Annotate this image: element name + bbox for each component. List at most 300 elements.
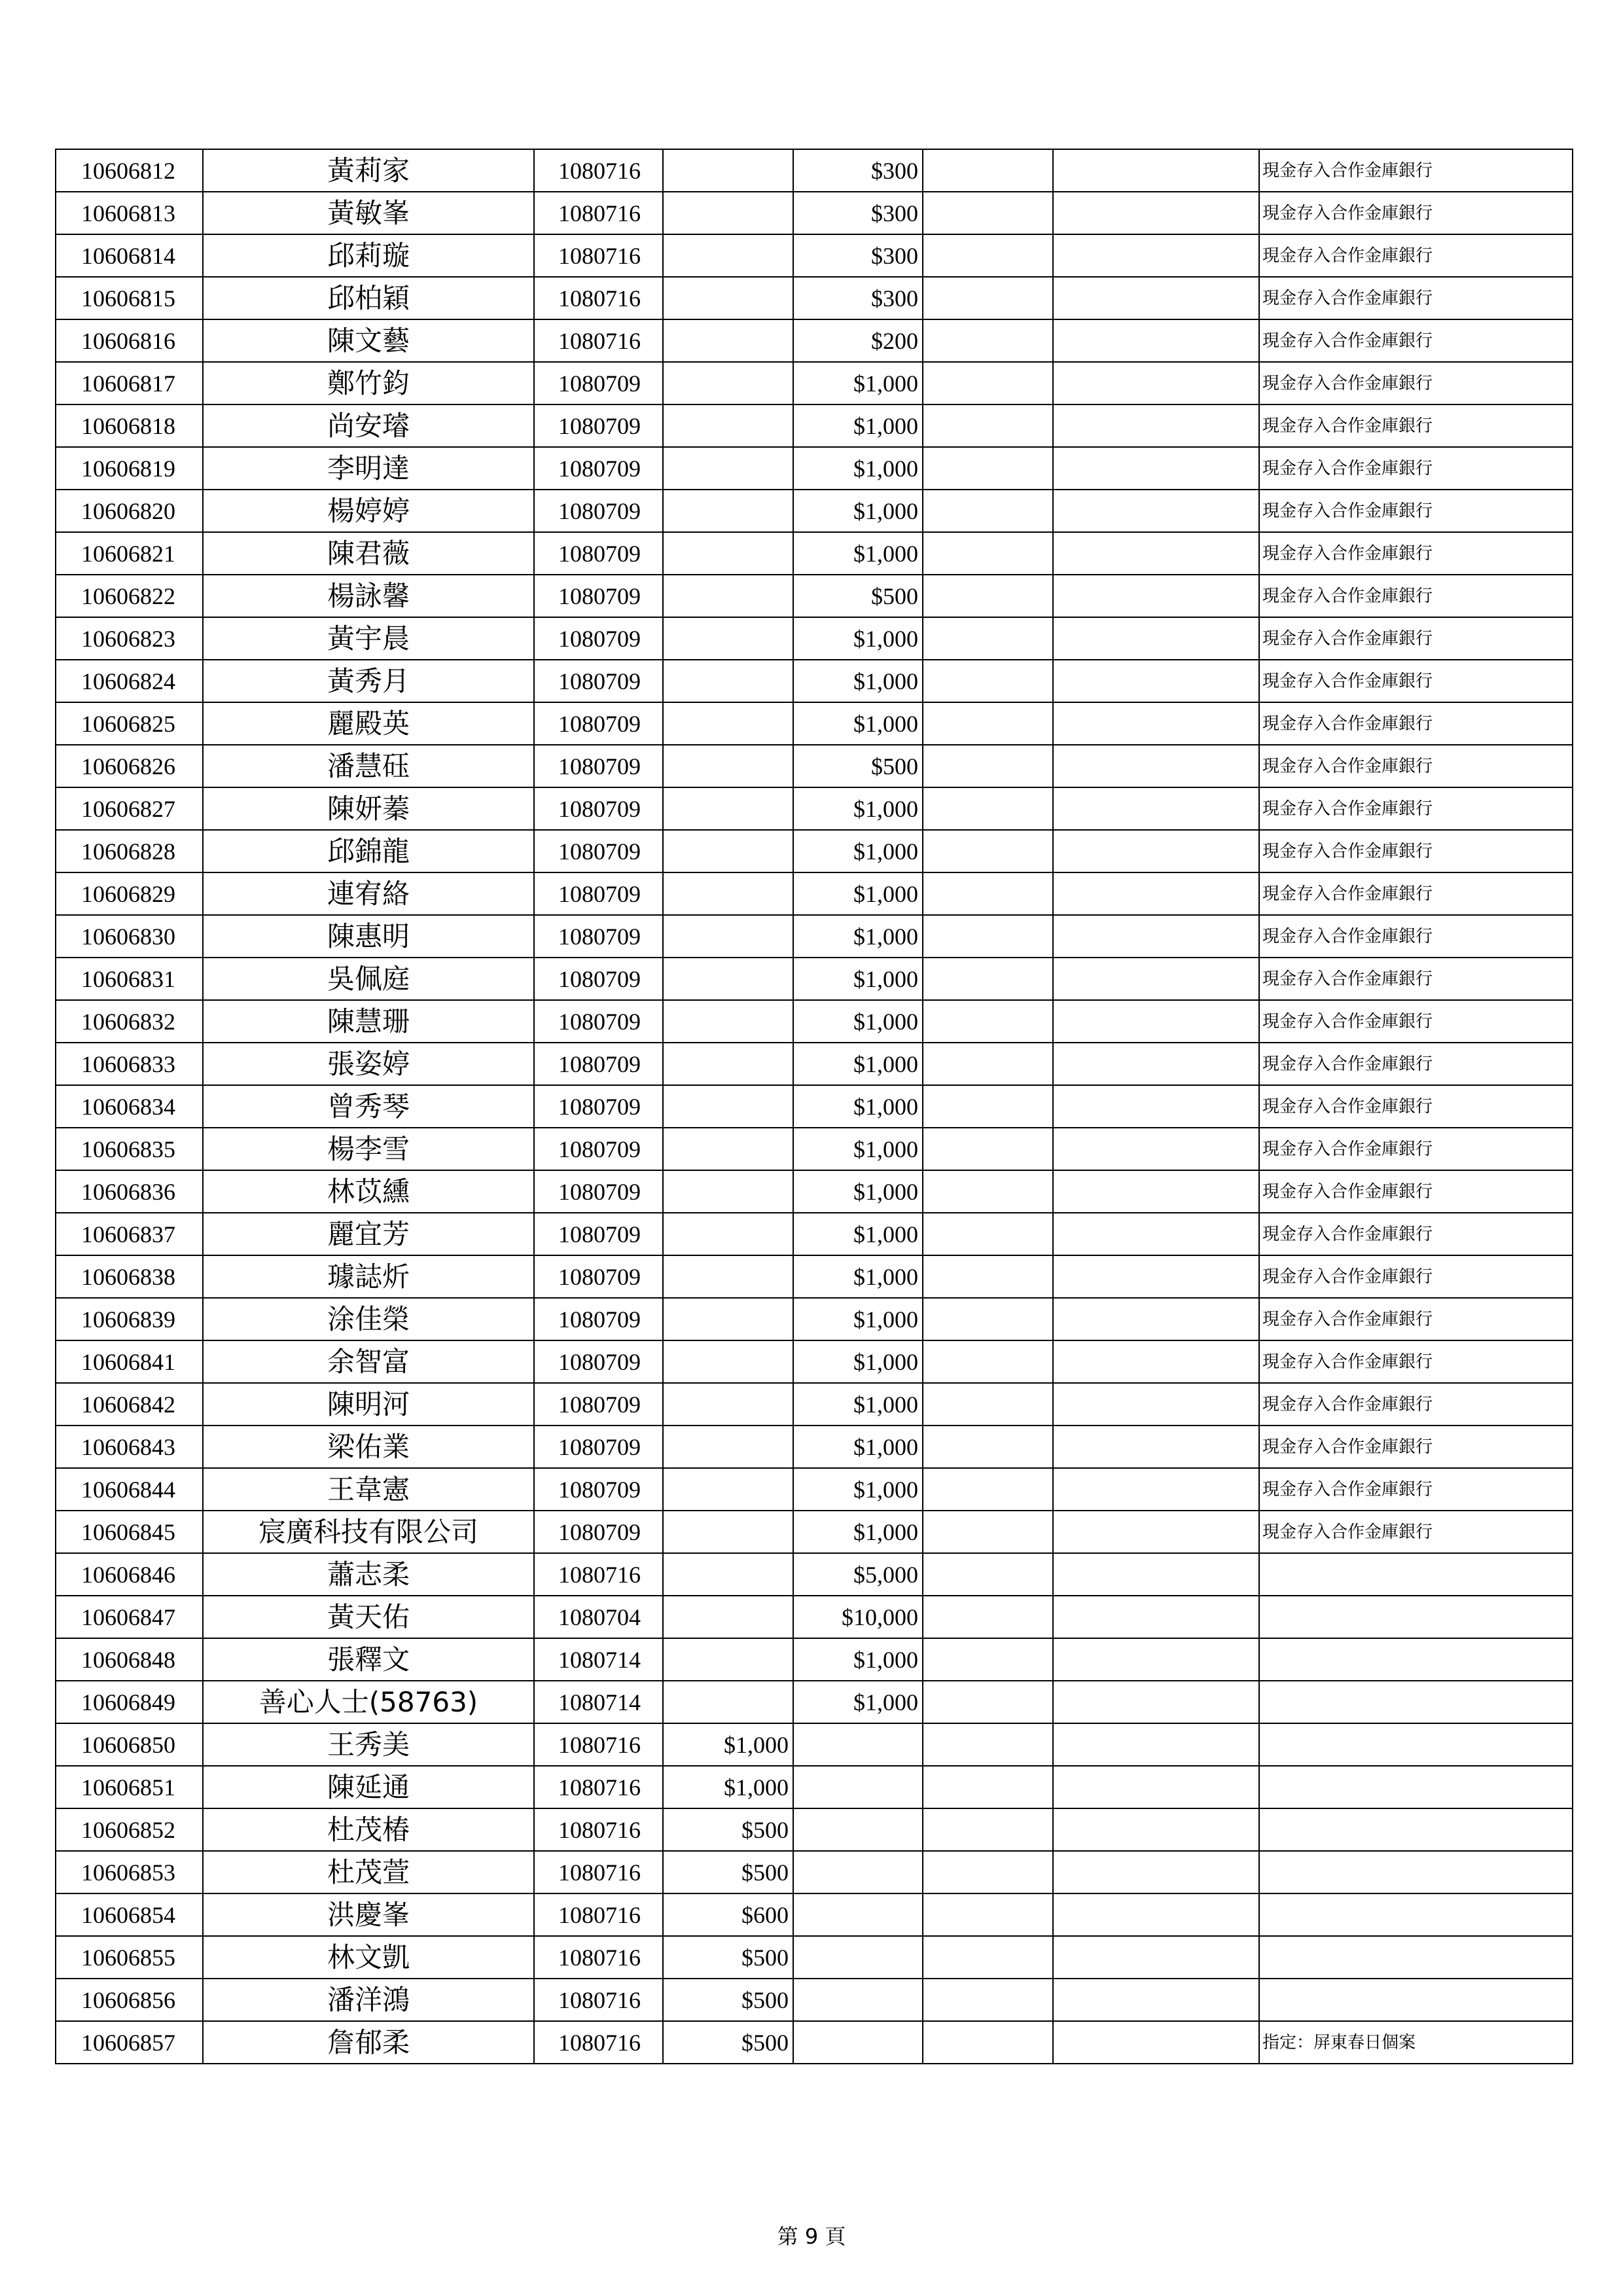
donation-date: 1080709	[534, 1085, 663, 1128]
donation-date: 1080716	[534, 1808, 663, 1851]
amount-column-b: $10,000	[793, 1596, 923, 1638]
amount-column-b: $1,000	[793, 1511, 923, 1553]
remark	[1259, 1723, 1573, 1766]
receipt-number: 10606814	[56, 234, 203, 277]
empty-cell	[1053, 1340, 1259, 1383]
amount-column-b: $500	[793, 575, 923, 617]
table-row	[56, 1851, 1573, 1893]
receipt-number: 10606835	[56, 1128, 203, 1170]
empty-cell	[923, 1851, 1053, 1893]
empty-cell	[923, 660, 1053, 702]
amount-column-a: $500	[663, 1936, 793, 1979]
empty-cell	[923, 149, 1053, 192]
table-row	[56, 2021, 1573, 2064]
donor-name: 洪慶峯	[203, 1893, 534, 1936]
donor-name: 邱柏穎	[203, 277, 534, 319]
amount-column-a	[663, 1085, 793, 1128]
donor-name: 李明達	[203, 447, 534, 490]
table-row	[56, 1170, 1573, 1213]
remark: 現金存入合作金庫銀行	[1259, 1468, 1573, 1511]
donor-name: 尚安璿	[203, 404, 534, 447]
remark: 現金存入合作金庫銀行	[1259, 575, 1573, 617]
empty-cell	[923, 830, 1053, 872]
amount-column-b	[793, 1936, 923, 1979]
receipt-number: 10606842	[56, 1383, 203, 1426]
amount-column-a: $500	[663, 2021, 793, 2064]
amount-column-b: $1,000	[793, 1043, 923, 1085]
remark	[1259, 1681, 1573, 1723]
remark: 現金存入合作金庫銀行	[1259, 447, 1573, 490]
empty-cell	[1053, 1681, 1259, 1723]
remark: 現金存入合作金庫銀行	[1259, 149, 1573, 192]
remark: 現金存入合作金庫銀行	[1259, 1340, 1573, 1383]
donor-name: 張釋文	[203, 1638, 534, 1681]
donor-name: 陳文藝	[203, 319, 534, 362]
amount-column-b: $300	[793, 149, 923, 192]
amount-column-a: $500	[663, 1979, 793, 2021]
donation-date: 1080716	[534, 1723, 663, 1766]
empty-cell	[923, 319, 1053, 362]
receipt-number: 10606827	[56, 787, 203, 830]
remark	[1259, 1553, 1573, 1596]
empty-cell	[1053, 1298, 1259, 1340]
donation-date: 1080709	[534, 745, 663, 787]
table-row	[56, 1808, 1573, 1851]
amount-column-a	[663, 872, 793, 915]
receipt-number: 10606856	[56, 1979, 203, 2021]
receipt-number: 10606845	[56, 1511, 203, 1553]
donation-date: 1080709	[534, 1213, 663, 1255]
empty-cell	[1053, 1170, 1259, 1213]
receipt-number: 10606829	[56, 872, 203, 915]
amount-column-a	[663, 1255, 793, 1298]
receipt-number: 10606855	[56, 1936, 203, 1979]
donor-name: 吳佩庭	[203, 958, 534, 1000]
empty-cell	[1053, 702, 1259, 745]
amount-column-a	[663, 915, 793, 958]
empty-cell	[1053, 830, 1259, 872]
empty-cell	[923, 1723, 1053, 1766]
table-row	[56, 532, 1573, 575]
donation-date: 1080716	[534, 1766, 663, 1808]
amount-column-b: $1,000	[793, 958, 923, 1000]
donor-name: 黃天佑	[203, 1596, 534, 1638]
donor-name: 連宥絡	[203, 872, 534, 915]
remark: 現金存入合作金庫銀行	[1259, 234, 1573, 277]
amount-column-b: $300	[793, 192, 923, 234]
remark: 指定：屏東春日個案	[1259, 2021, 1573, 2064]
donation-table	[55, 149, 1573, 2064]
donor-name: 陳妍蓁	[203, 787, 534, 830]
remark: 現金存入合作金庫銀行	[1259, 1298, 1573, 1340]
receipt-number: 10606838	[56, 1255, 203, 1298]
table-row	[56, 1893, 1573, 1936]
donor-name: 梁佑業	[203, 1426, 534, 1468]
amount-column-b: $1,000	[793, 1085, 923, 1128]
table-row	[56, 234, 1573, 277]
donation-date: 1080716	[534, 192, 663, 234]
remark: 現金存入合作金庫銀行	[1259, 1128, 1573, 1170]
donor-name: 潘洋鴻	[203, 1979, 534, 2021]
receipt-number: 10606832	[56, 1000, 203, 1043]
donor-name: 陳慧珊	[203, 1000, 534, 1043]
donation-date: 1080716	[534, 149, 663, 192]
donor-name: 陳惠明	[203, 915, 534, 958]
amount-column-b	[793, 1893, 923, 1936]
empty-cell	[923, 1213, 1053, 1255]
donation-date: 1080709	[534, 404, 663, 447]
empty-cell	[923, 1936, 1053, 1979]
receipt-number: 10606830	[56, 915, 203, 958]
receipt-number: 10606851	[56, 1766, 203, 1808]
donation-date: 1080709	[534, 958, 663, 1000]
receipt-number: 10606847	[56, 1596, 203, 1638]
donor-name: 邱錦龍	[203, 830, 534, 872]
amount-column-a	[663, 1681, 793, 1723]
receipt-number: 10606839	[56, 1298, 203, 1340]
empty-cell	[1053, 1936, 1259, 1979]
empty-cell	[1053, 277, 1259, 319]
table-row	[56, 1000, 1573, 1043]
donation-date: 1080716	[534, 234, 663, 277]
amount-column-b	[793, 2021, 923, 2064]
empty-cell	[1053, 660, 1259, 702]
amount-column-a	[663, 745, 793, 787]
amount-column-b: $1,000	[793, 1255, 923, 1298]
table-row	[56, 830, 1573, 872]
empty-cell	[923, 2021, 1053, 2064]
receipt-number: 10606854	[56, 1893, 203, 1936]
empty-cell	[923, 1170, 1053, 1213]
table-row	[56, 149, 1573, 192]
table-row	[56, 787, 1573, 830]
table-row	[56, 1128, 1573, 1170]
table-row	[56, 1596, 1573, 1638]
donation-date: 1080714	[534, 1681, 663, 1723]
amount-column-b: $1,000	[793, 787, 923, 830]
remark: 現金存入合作金庫銀行	[1259, 1000, 1573, 1043]
empty-cell	[1053, 404, 1259, 447]
empty-cell	[1053, 617, 1259, 660]
donor-name: 陳延通	[203, 1766, 534, 1808]
donation-date: 1080716	[534, 1851, 663, 1893]
amount-column-a	[663, 1043, 793, 1085]
remark: 現金存入合作金庫銀行	[1259, 192, 1573, 234]
donor-name: 麗殿英	[203, 702, 534, 745]
amount-column-b: $1,000	[793, 1340, 923, 1383]
remark: 現金存入合作金庫銀行	[1259, 532, 1573, 575]
amount-column-b: $1,000	[793, 1128, 923, 1170]
donor-name: 黃莉家	[203, 149, 534, 192]
amount-column-b: $1,000	[793, 702, 923, 745]
receipt-number: 10606817	[56, 362, 203, 404]
amount-column-a	[663, 1340, 793, 1383]
empty-cell	[923, 1298, 1053, 1340]
amount-column-b: $1,000	[793, 1383, 923, 1426]
empty-cell	[1053, 234, 1259, 277]
amount-column-b: $1,000	[793, 660, 923, 702]
receipt-number: 10606820	[56, 490, 203, 532]
donor-name: 鄭竹鈞	[203, 362, 534, 404]
donation-date: 1080709	[534, 532, 663, 575]
remark: 現金存入合作金庫銀行	[1259, 1043, 1573, 1085]
empty-cell	[1053, 958, 1259, 1000]
empty-cell	[923, 234, 1053, 277]
donor-name: 曾秀琴	[203, 1085, 534, 1128]
donor-name: 蕭志柔	[203, 1553, 534, 1596]
amount-column-a	[663, 1128, 793, 1170]
receipt-number: 10606853	[56, 1851, 203, 1893]
receipt-number: 10606813	[56, 192, 203, 234]
amount-column-b: $300	[793, 234, 923, 277]
amount-column-b	[793, 1766, 923, 1808]
amount-column-a	[663, 617, 793, 660]
receipt-number: 10606857	[56, 2021, 203, 2064]
remark: 現金存入合作金庫銀行	[1259, 1213, 1573, 1255]
amount-column-b: $1,000	[793, 1170, 923, 1213]
amount-column-b: $1,000	[793, 617, 923, 660]
empty-cell	[923, 575, 1053, 617]
remark: 現金存入合作金庫銀行	[1259, 277, 1573, 319]
empty-cell	[923, 1511, 1053, 1553]
table-row	[56, 1979, 1573, 2021]
empty-cell	[1053, 1000, 1259, 1043]
amount-column-a	[663, 1426, 793, 1468]
empty-cell	[1053, 1893, 1259, 1936]
empty-cell	[1053, 1638, 1259, 1681]
donation-date: 1080709	[534, 830, 663, 872]
empty-cell	[1053, 1808, 1259, 1851]
remark: 現金存入合作金庫銀行	[1259, 958, 1573, 1000]
donor-name: 璩誌炘	[203, 1255, 534, 1298]
amount-column-a: $1,000	[663, 1766, 793, 1808]
amount-column-a: $1,000	[663, 1723, 793, 1766]
donor-name: 善心人士(58763)	[203, 1681, 534, 1723]
table-row	[56, 872, 1573, 915]
amount-column-a	[663, 192, 793, 234]
empty-cell	[923, 1596, 1053, 1638]
donor-name: 林文凱	[203, 1936, 534, 1979]
donor-name: 詹郁柔	[203, 2021, 534, 2064]
donor-name: 楊婷婷	[203, 490, 534, 532]
remark	[1259, 1936, 1573, 1979]
empty-cell	[923, 1255, 1053, 1298]
empty-cell	[923, 1426, 1053, 1468]
donor-name: 杜茂椿	[203, 1808, 534, 1851]
receipt-number: 10606819	[56, 447, 203, 490]
amount-column-b: $1,000	[793, 830, 923, 872]
empty-cell	[923, 447, 1053, 490]
empty-cell	[923, 1766, 1053, 1808]
donation-date: 1080709	[534, 1000, 663, 1043]
amount-column-b: $1,000	[793, 532, 923, 575]
donation-date: 1080709	[534, 660, 663, 702]
amount-column-a	[663, 490, 793, 532]
remark	[1259, 1851, 1573, 1893]
remark: 現金存入合作金庫銀行	[1259, 787, 1573, 830]
remark	[1259, 1596, 1573, 1638]
remark: 現金存入合作金庫銀行	[1259, 319, 1573, 362]
receipt-number: 10606843	[56, 1426, 203, 1468]
amount-column-a	[663, 1298, 793, 1340]
amount-column-b: $1,000	[793, 1681, 923, 1723]
table-row	[56, 192, 1573, 234]
empty-cell	[923, 1043, 1053, 1085]
donor-name: 王秀美	[203, 1723, 534, 1766]
donor-name: 王韋憲	[203, 1468, 534, 1511]
amount-column-b: $500	[793, 745, 923, 787]
remark: 現金存入合作金庫銀行	[1259, 872, 1573, 915]
amount-column-b: $1,000	[793, 362, 923, 404]
amount-column-a	[663, 1596, 793, 1638]
remark: 現金存入合作金庫銀行	[1259, 830, 1573, 872]
receipt-number: 10606850	[56, 1723, 203, 1766]
donation-date: 1080709	[534, 490, 663, 532]
table-row	[56, 1511, 1573, 1553]
amount-column-b: $300	[793, 277, 923, 319]
remark: 現金存入合作金庫銀行	[1259, 1255, 1573, 1298]
donor-name: 楊李雪	[203, 1128, 534, 1170]
empty-cell	[1053, 532, 1259, 575]
amount-column-a	[663, 958, 793, 1000]
amount-column-b: $200	[793, 319, 923, 362]
remark	[1259, 1808, 1573, 1851]
empty-cell	[1053, 447, 1259, 490]
amount-column-b: $1,000	[793, 1426, 923, 1468]
donor-name: 陳明河	[203, 1383, 534, 1426]
receipt-number: 10606821	[56, 532, 203, 575]
table-row	[56, 1340, 1573, 1383]
receipt-number: 10606825	[56, 702, 203, 745]
donor-name: 杜茂萱	[203, 1851, 534, 1893]
donor-name: 林苡纁	[203, 1170, 534, 1213]
empty-cell	[1053, 872, 1259, 915]
amount-column-b: $1,000	[793, 1213, 923, 1255]
receipt-number: 10606848	[56, 1638, 203, 1681]
empty-cell	[923, 872, 1053, 915]
receipt-number: 10606815	[56, 277, 203, 319]
donation-date: 1080716	[534, 1893, 663, 1936]
donor-name: 黃宇晨	[203, 617, 534, 660]
empty-cell	[923, 745, 1053, 787]
remark: 現金存入合作金庫銀行	[1259, 1426, 1573, 1468]
empty-cell	[1053, 1255, 1259, 1298]
remark	[1259, 1893, 1573, 1936]
empty-cell	[923, 1340, 1053, 1383]
table-row	[56, 915, 1573, 958]
empty-cell	[1053, 915, 1259, 958]
receipt-number: 10606828	[56, 830, 203, 872]
empty-cell	[1053, 1128, 1259, 1170]
empty-cell	[923, 1808, 1053, 1851]
donation-date: 1080709	[534, 1383, 663, 1426]
empty-cell	[1053, 362, 1259, 404]
donation-date: 1080709	[534, 1511, 663, 1553]
amount-column-b: $1,000	[793, 1468, 923, 1511]
amount-column-a	[663, 1170, 793, 1213]
amount-column-b	[793, 1808, 923, 1851]
amount-column-a	[663, 532, 793, 575]
empty-cell	[1053, 1085, 1259, 1128]
donor-name: 余智富	[203, 1340, 534, 1383]
amount-column-a	[663, 575, 793, 617]
empty-cell	[1053, 1979, 1259, 2021]
empty-cell	[1053, 1596, 1259, 1638]
amount-column-b: $1,000	[793, 1298, 923, 1340]
donation-date: 1080709	[534, 362, 663, 404]
table-row	[56, 1383, 1573, 1426]
receipt-number: 10606837	[56, 1213, 203, 1255]
table-row	[56, 660, 1573, 702]
amount-column-a	[663, 660, 793, 702]
amount-column-a: $600	[663, 1893, 793, 1936]
remark: 現金存入合作金庫銀行	[1259, 490, 1573, 532]
remark: 現金存入合作金庫銀行	[1259, 404, 1573, 447]
empty-cell	[923, 1893, 1053, 1936]
receipt-number: 10606841	[56, 1340, 203, 1383]
amount-column-a	[663, 404, 793, 447]
receipt-number: 10606852	[56, 1808, 203, 1851]
remark	[1259, 1979, 1573, 2021]
table-row	[56, 1723, 1573, 1766]
empty-cell	[923, 1638, 1053, 1681]
remark: 現金存入合作金庫銀行	[1259, 1383, 1573, 1426]
empty-cell	[1053, 787, 1259, 830]
empty-cell	[923, 1979, 1053, 2021]
donor-name: 張姿婷	[203, 1043, 534, 1085]
donation-date: 1080709	[534, 1468, 663, 1511]
amount-column-a	[663, 447, 793, 490]
donation-date: 1080704	[534, 1596, 663, 1638]
donation-date: 1080709	[534, 872, 663, 915]
amount-column-a	[663, 1511, 793, 1553]
donation-date: 1080709	[534, 1043, 663, 1085]
table-row	[56, 1553, 1573, 1596]
empty-cell	[1053, 1043, 1259, 1085]
empty-cell	[1053, 1851, 1259, 1893]
donation-date: 1080714	[534, 1638, 663, 1681]
amount-column-a	[663, 1468, 793, 1511]
donation-date: 1080716	[534, 1553, 663, 1596]
empty-cell	[923, 1128, 1053, 1170]
amount-column-b: $1,000	[793, 1000, 923, 1043]
donation-date: 1080709	[534, 787, 663, 830]
donor-name: 黃敏峯	[203, 192, 534, 234]
table-row	[56, 1213, 1573, 1255]
empty-cell	[923, 915, 1053, 958]
receipt-number: 10606833	[56, 1043, 203, 1085]
amount-column-a	[663, 1553, 793, 1596]
donation-date: 1080709	[534, 1340, 663, 1383]
amount-column-a	[663, 234, 793, 277]
empty-cell	[923, 617, 1053, 660]
amount-column-b: $1,000	[793, 915, 923, 958]
empty-cell	[1053, 575, 1259, 617]
table-row	[56, 958, 1573, 1000]
donation-date: 1080709	[534, 915, 663, 958]
amount-column-b: $5,000	[793, 1553, 923, 1596]
donor-name: 麗宜芳	[203, 1213, 534, 1255]
empty-cell	[923, 277, 1053, 319]
donation-date: 1080709	[534, 447, 663, 490]
donor-name: 潘慧砡	[203, 745, 534, 787]
table-row	[56, 1298, 1573, 1340]
amount-column-a	[663, 1213, 793, 1255]
amount-column-a	[663, 830, 793, 872]
receipt-number: 10606816	[56, 319, 203, 362]
empty-cell	[923, 490, 1053, 532]
receipt-number: 10606826	[56, 745, 203, 787]
